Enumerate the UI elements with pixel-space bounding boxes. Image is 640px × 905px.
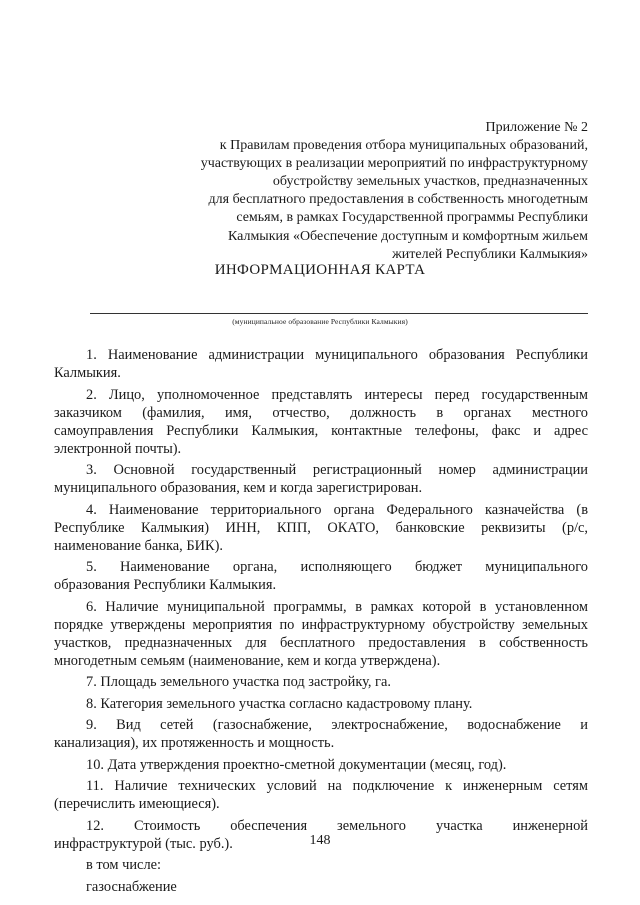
list-item: [54, 756, 588, 774]
appendix-line: участвующих в реализации мероприятий по инфраструктурному: [200, 156, 588, 172]
list-item-line: электронной почты).: [54, 440, 182, 457]
list-item-line: 4. Наименование территориального органа Федерального казначейства (в: [86, 501, 588, 518]
appendix-line: для бесплатного предоставления в собственность многодетным: [208, 192, 588, 208]
tail-line: газоснабжение: [86, 878, 177, 895]
list-item: [54, 598, 588, 670]
list-item: [54, 777, 588, 813]
document-title: ИНФОРМАЦИОННАЯ КАРТА: [214, 262, 426, 278]
list-item: [54, 501, 588, 555]
appendix-header: [150, 119, 588, 264]
appendix-line: семьям, в рамках Государственной программы Республики: [236, 210, 588, 226]
appendix-line: Приложение № 2: [485, 120, 588, 135]
list-item-line: самоуправления Республики Калмыкия, контактные телефоны, факс и адрес: [54, 422, 588, 439]
list-item-line: инфраструктурой (тыс. руб.).: [54, 835, 233, 852]
list-item-line: порядке утверждены мероприятия по инфраструктурному обустройству земельных: [54, 616, 588, 633]
list-item: [54, 695, 588, 713]
appendix-line: к Правилам проведения отбора муниципальных образований,: [219, 138, 588, 154]
list-item-line: участков, предназначенных для бесплатного предоставления в собственность: [54, 634, 588, 651]
list-item-line: 12. Стоимость обеспечения земельного участка инженерной: [86, 817, 588, 834]
appendix-line: обустройству земельных участков, предназначенных: [272, 174, 588, 190]
list-item-line: 9. Вид сетей (газоснабжение, электроснабжение, водоснабжение и: [86, 717, 588, 733]
fill-in-line: [90, 313, 588, 314]
list-item-line: наименование банка, БИК).: [54, 537, 223, 554]
list-item-line: 11. Наличие технических условий на подключение к инженерным сетям: [86, 778, 588, 794]
list-item: [54, 346, 588, 382]
list-item: [54, 716, 588, 752]
list-item-line: 3. Основной государственный регистрационный номер администрации: [86, 462, 588, 478]
fill-in-caption: (муниципальное образование Республики Калмыкия): [232, 317, 408, 326]
list-item-line: канализация), их протяженность и мощность.: [54, 735, 335, 751]
list-item-line: 6. Наличие муниципальной программы, в рамках которой в установленном: [86, 598, 588, 615]
list-item-line: образования Республики Калмыкия.: [54, 577, 277, 593]
list-item-line: (перечислить имеющиеся).: [54, 796, 220, 812]
list-item: [54, 386, 588, 458]
list-item-line: 10. Дата утверждения проектно-сметной документации (месяц, год).: [86, 756, 507, 773]
appendix-line: Калмыкия «Обеспечение доступным и комфортным жильем: [227, 228, 588, 244]
tail-line: в том числе:: [86, 857, 162, 873]
list-item-line: заказчиком (фамилия, имя, отчество, должность в органах местного: [54, 404, 588, 421]
list-item: [54, 558, 588, 594]
list-item-line: Республике Калмыкия) ИНН, КПП, ОКАТО, банковские реквизиты (р/с,: [54, 519, 588, 536]
list-item-line: 1. Наименование администрации муниципального образования Республики: [86, 347, 588, 363]
list-item-line: многодетным семьям (наименование, кем и когда утверждена).: [54, 652, 441, 669]
list-item-line: 8. Категория земельного участка согласно кадастровому плану.: [86, 695, 473, 712]
list-item-line: муниципального образования, кем и когда зарегистрирован.: [54, 480, 423, 496]
document-body: [54, 346, 588, 899]
list-item: [54, 673, 588, 691]
appendix-line: жителей Республики Калмыкия»: [392, 246, 588, 262]
list-item: [54, 461, 588, 497]
list-item-line: 2. Лицо, уполномоченное представлять интересы перед государственным: [86, 386, 588, 403]
list-item-line: 7. Площадь земельного участка под застройку, га.: [86, 674, 391, 690]
list-item-line: 5. Наименование органа, исполняющего бюджет муниципального: [86, 559, 588, 575]
page-number: 148: [309, 833, 331, 848]
list-item-line: Калмыкия.: [54, 365, 121, 381]
